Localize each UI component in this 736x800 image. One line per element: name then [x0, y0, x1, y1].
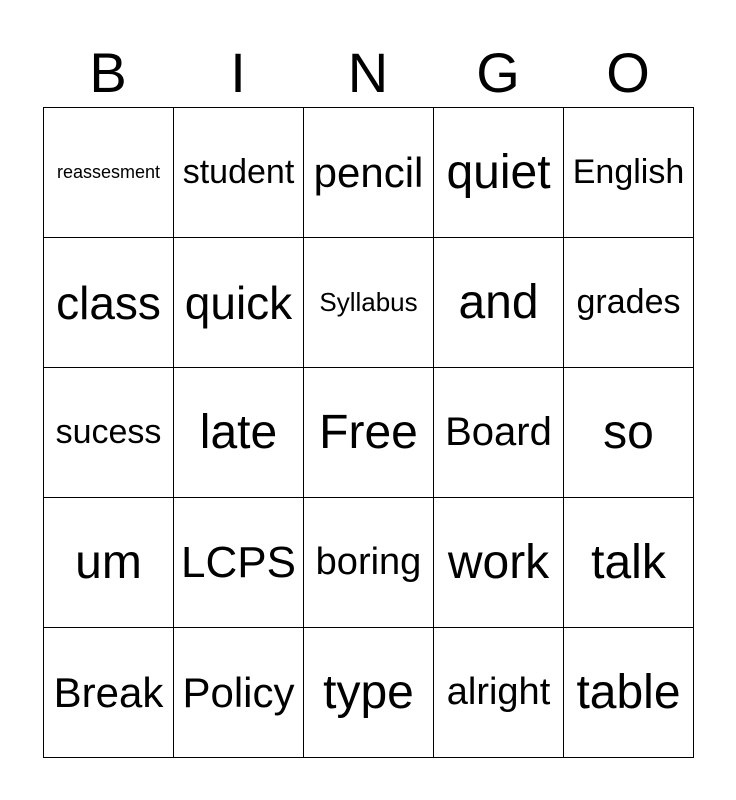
board-row	[44, 368, 694, 498]
bingo-cell: talk	[564, 498, 694, 628]
bingo-cell: quiet	[434, 108, 564, 238]
board-row	[44, 238, 694, 368]
bingo-cell: student	[174, 108, 304, 238]
header-letter-b: B	[89, 41, 127, 104]
bingo-cell: Board	[434, 368, 564, 498]
header-letter-i: I	[230, 41, 246, 104]
board-row	[44, 108, 694, 238]
bingo-cell: um	[44, 498, 174, 628]
header-letter-g: G	[476, 41, 520, 104]
bingo-cell: grades	[564, 238, 694, 368]
bingo-cell: so	[564, 368, 694, 498]
board-row	[44, 628, 694, 758]
bingo-cell: Syllabus	[304, 238, 434, 368]
bingo-cell: sucess	[44, 368, 174, 498]
bingo-cell: English	[564, 108, 694, 238]
bingo-cell: quick	[174, 238, 304, 368]
bingo-header	[43, 40, 693, 106]
bingo-cell: alright	[434, 628, 564, 758]
bingo-board	[43, 107, 694, 758]
bingo-cell: Policy	[174, 628, 304, 758]
bingo-cell: boring	[304, 498, 434, 628]
header-letter-o: O	[606, 41, 650, 104]
bingo-cell: work	[434, 498, 564, 628]
bingo-cell: table	[564, 628, 694, 758]
bingo-cell: Free	[304, 368, 434, 498]
bingo-cell: reassesment	[44, 108, 174, 238]
bingo-cell: type	[304, 628, 434, 758]
bingo-cell: LCPS	[174, 498, 304, 628]
header-letter-n: N	[347, 41, 389, 104]
bingo-cell: late	[174, 368, 304, 498]
bingo-cell: pencil	[304, 108, 434, 238]
board-row	[44, 498, 694, 628]
bingo-cell: and	[434, 238, 564, 368]
bingo-cell: class	[44, 238, 174, 368]
bingo-cell: Break	[44, 628, 174, 758]
